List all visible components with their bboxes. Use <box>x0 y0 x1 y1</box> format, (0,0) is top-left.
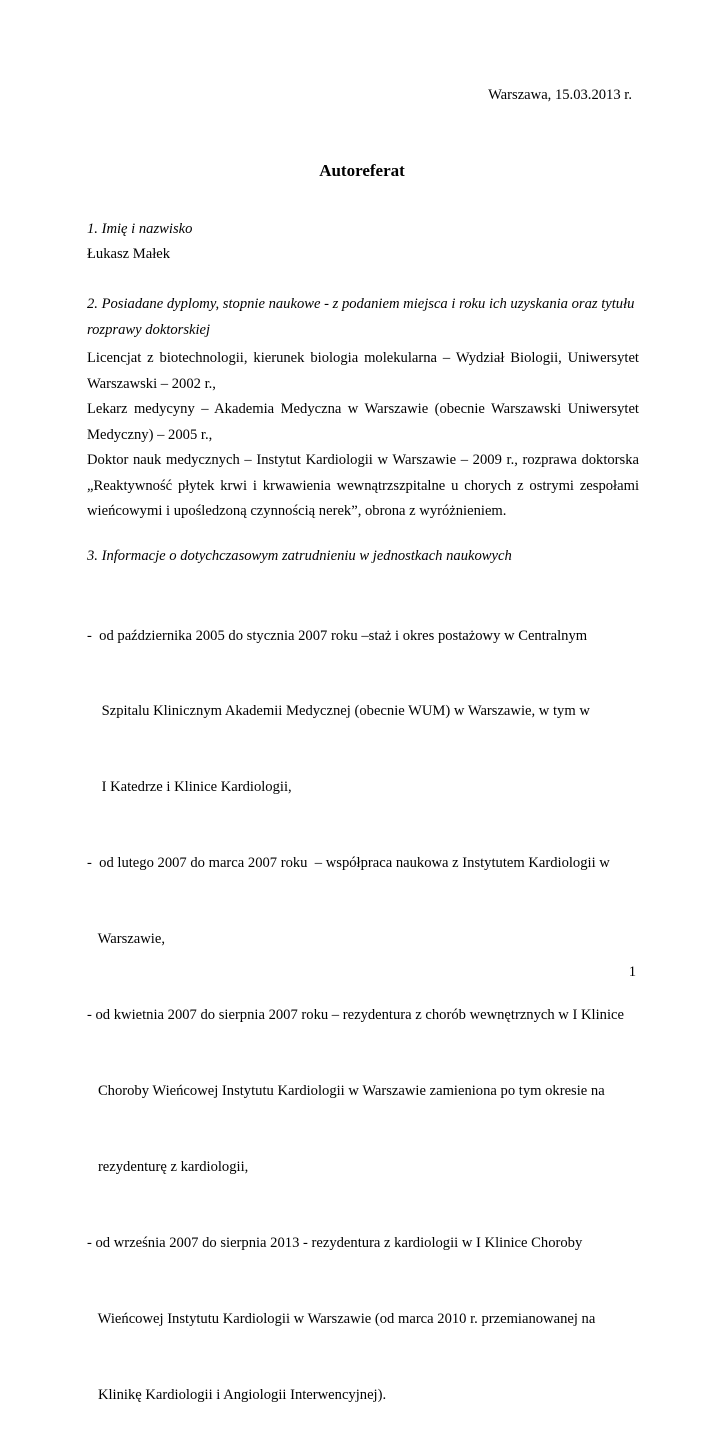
section2-line: Lekarz medycyny – Akademia Medyczna w Warszawie (obecnie Warszawski Uniwersytet <box>87 401 639 417</box>
section2-line: Warszawski – 2002 r., <box>87 375 216 392</box>
list-item: rezydenturę z kardiologii, <box>87 1158 249 1175</box>
section2-line: Doktor nauk medycznych – Instytut Kardiologii w Warszawie – 2009 r., rozprawa doktorska <box>87 452 639 468</box>
section2-line: wieńcowymi i upośledzoną czynnością nerek”, obrona z wyróżnieniem. <box>87 503 507 519</box>
list-item: Choroby Wieńcowej Instytutu Kardiologii w Warszawie zamieniona po tym okresie na <box>87 1082 605 1099</box>
person-name: Łukasz Małek <box>87 246 171 262</box>
section2-heading-line1: 2. Posiadane dyplomy, stopnie naukowe - z podaniem miejsca i roku ich uzyskania oraz tytułu <box>87 296 635 312</box>
list-item: I Katedrze i Klinice Kardiologii, <box>87 779 292 796</box>
section1-heading: 1. Imię i nazwisko <box>87 221 193 237</box>
list-item: - od września 2007 do sierpnia 2013 - rezydentura z kardiologii w I Klinice Choroby <box>87 1234 583 1251</box>
list-item: - od lutego 2007 do marca 2007 roku – współpraca naukowa z Instytutem Kardiologii w <box>87 855 610 872</box>
section2-line: Medyczny) – 2005 r., <box>87 426 213 443</box>
list-item: Wieńcowej Instytutu Kardiologii w Warszawie (od marca 2010 r. przemianowanej na <box>87 1310 596 1327</box>
list-item: - od października 2005 do stycznia 2007 roku –staż i okres postażowy w Centralnym <box>87 627 588 644</box>
place-date: Warszawa, 15.03.2013 r. <box>488 87 632 103</box>
page-number: 1 <box>628 964 636 980</box>
section2-heading-line2: rozprawy doktorskiej <box>87 322 211 338</box>
section2-line: „Reaktywność płytek krwi i krwawienia wewnątrzszpitalne u chorych z ostrymi zespołami <box>87 477 639 494</box>
list-item: Klinikę Kardiologii i Angiologii Interwencyjnej). <box>87 1386 387 1403</box>
section2-body <box>87 346 639 525</box>
employment-list <box>87 573 624 1433</box>
list-item: Warszawie, <box>87 931 165 948</box>
list-item: - od kwietnia 2007 do sierpnia 2007 roku – rezydentura z chorób wewnętrznych w I Klinice <box>87 1007 624 1024</box>
document-title: Autoreferat <box>319 161 405 180</box>
section3-heading: 3. Informacje o dotychczasowym zatrudnieniu w jednostkach naukowych <box>87 548 512 564</box>
list-item: Szpitalu Klinicznym Akademii Medycznej (obecnie WUM) w Warszawie, w tym w <box>87 703 590 720</box>
section2-line: Licencjat z biotechnologii, kierunek biologia molekularna – Wydział Biologii, Uniwersytet <box>87 350 639 366</box>
